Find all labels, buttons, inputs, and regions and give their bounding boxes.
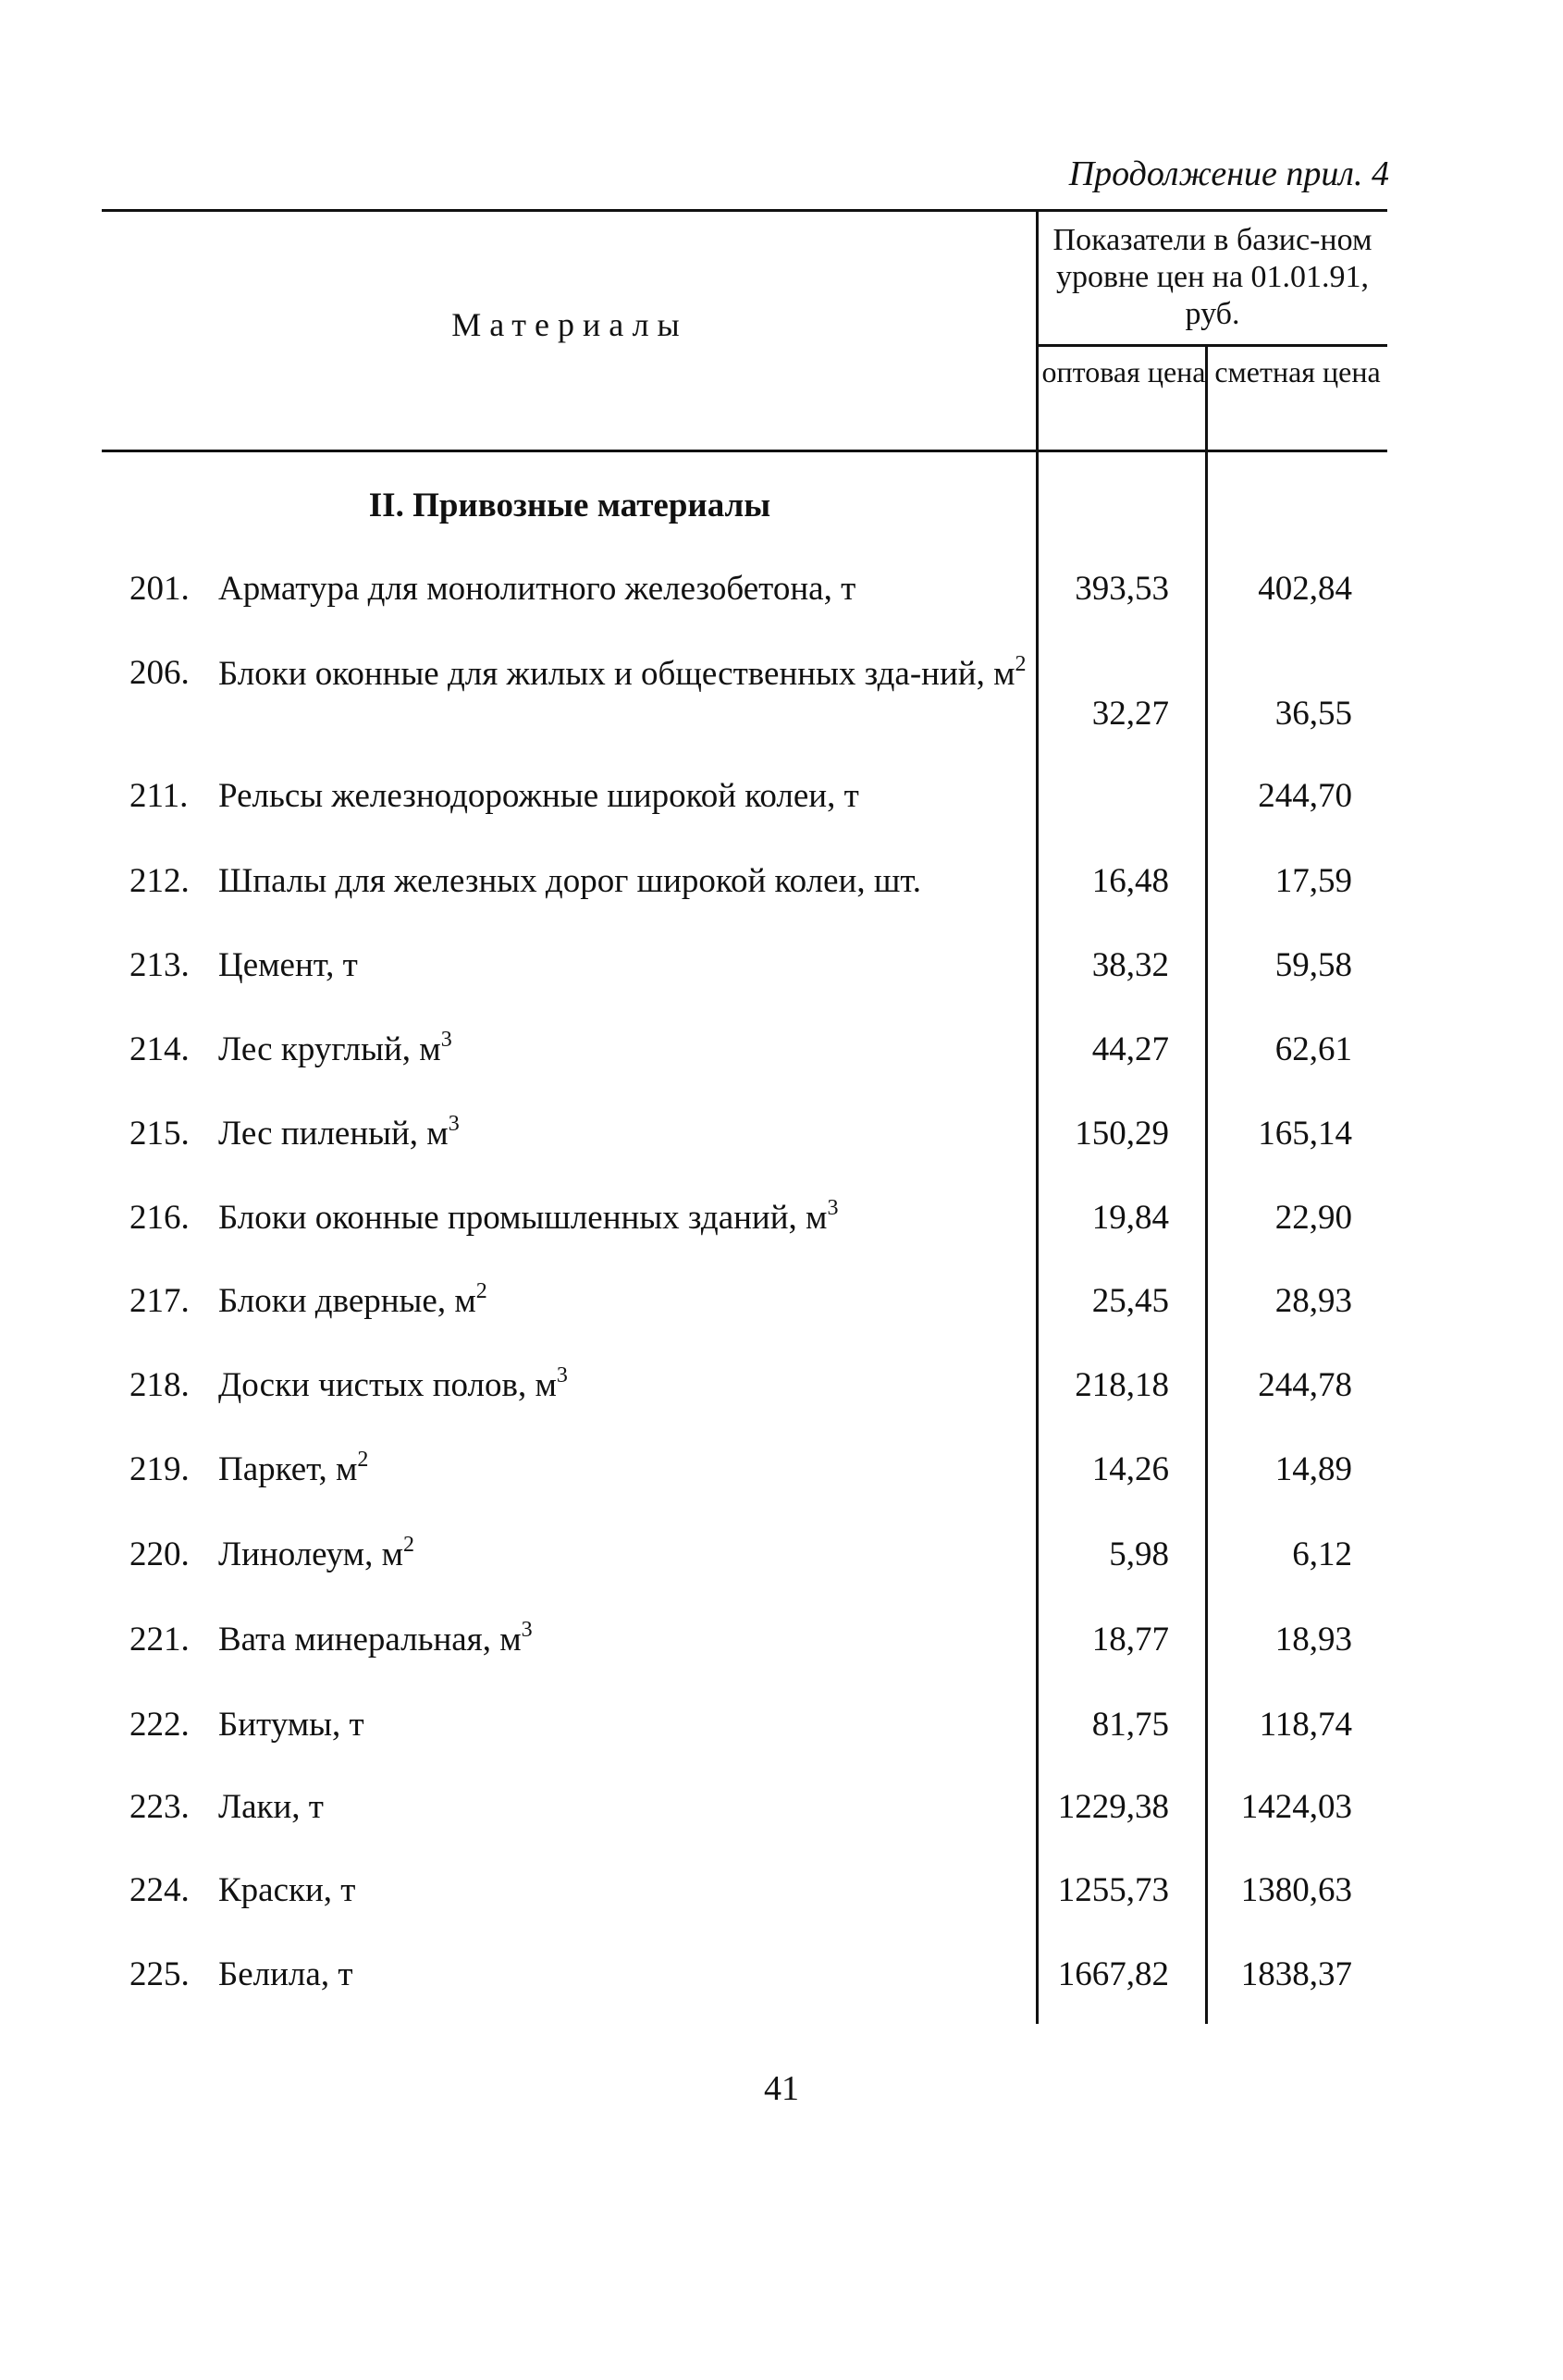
row-material: Цемент, т [218, 946, 358, 984]
row-material: Рельсы железнодорожные широкой колеи, т [218, 777, 859, 815]
row-material: Паркет, $м^2$ [218, 1447, 369, 1488]
row-material: Лаки, т [218, 1788, 324, 1826]
row-estimate-price: 14,89 [1274, 1450, 1352, 1488]
header-bottom-rule [102, 450, 1387, 452]
row-number: 220. [129, 1535, 190, 1573]
row-wholesale-price: 25,45 [1091, 1282, 1169, 1320]
row-number: 201. [129, 570, 190, 608]
row-estimate-price: 1380,63 [1240, 1871, 1352, 1909]
row-estimate-price: 28,93 [1274, 1282, 1352, 1320]
row-wholesale-price: 81,75 [1091, 1706, 1169, 1744]
row-number: 212. [129, 862, 190, 900]
row-wholesale-price: 18,77 [1091, 1621, 1169, 1659]
row-number: 214. [129, 1030, 190, 1068]
row-number: 219. [129, 1450, 190, 1488]
row-estimate-price: 165,14 [1258, 1115, 1352, 1153]
column-divider-1 [1036, 209, 1039, 2024]
row-estimate-price: 17,59 [1274, 862, 1352, 900]
row-wholesale-price: 32,27 [1091, 695, 1169, 733]
row-number: 215. [129, 1115, 190, 1153]
row-number: 224. [129, 1871, 190, 1909]
row-material: Линолеум, $м^2$ [218, 1532, 415, 1573]
row-material: Битумы, т [218, 1706, 364, 1744]
row-number: 218. [129, 1366, 190, 1404]
row-estimate-price: 402,84 [1258, 570, 1352, 608]
row-number: 225. [129, 1955, 190, 1993]
row-wholesale-price: 14,26 [1091, 1450, 1169, 1488]
row-wholesale-price: 1667,82 [1057, 1955, 1169, 1993]
row-estimate-price: 244,78 [1258, 1366, 1352, 1404]
row-material: Блоки оконные для жилых и общественных зда-ний, $м^2$ [218, 651, 1027, 693]
row-material: Лес пиленый, $м^3$ [218, 1111, 460, 1153]
row-estimate-price: 118,74 [1259, 1706, 1352, 1744]
row-number: 222. [129, 1706, 190, 1744]
row-estimate-price: 244,70 [1258, 777, 1352, 815]
row-material: Лес круглый, $м^3$ [218, 1027, 452, 1068]
header-wholesale-price: оптовая цена [1041, 355, 1206, 388]
row-estimate-price: 6,12 [1292, 1535, 1352, 1573]
page-number: 41 [764, 2069, 799, 2108]
row-wholesale-price: 19,84 [1091, 1199, 1169, 1237]
row-wholesale-price: 1229,38 [1057, 1788, 1169, 1826]
row-wholesale-price: 393,53 [1075, 570, 1169, 608]
row-material: Вата минеральная, $м^3$ [218, 1617, 533, 1659]
row-estimate-price: 36,55 [1274, 695, 1352, 733]
row-wholesale-price: 16,48 [1091, 862, 1169, 900]
row-number: 213. [129, 946, 190, 984]
row-material: Блоки дверные, $м^2$ [218, 1278, 487, 1320]
section-title: II. Привозные материалы [368, 487, 771, 524]
row-number: 223. [129, 1788, 190, 1826]
column-divider-2 [1205, 346, 1208, 2024]
row-estimate-price: 22,90 [1274, 1199, 1352, 1237]
row-material: Блоки оконные промышленных зданий, $м^3$ [218, 1195, 839, 1237]
row-estimate-price: 18,93 [1274, 1621, 1352, 1659]
row-estimate-price: 1424,03 [1240, 1788, 1352, 1826]
row-number: 217. [129, 1282, 190, 1320]
continuation-label: Продолжение прил. 4 [1068, 154, 1389, 193]
row-wholesale-price: 5,98 [1109, 1535, 1169, 1573]
row-wholesale-price: 1255,73 [1057, 1871, 1169, 1909]
row-wholesale-price: 150,29 [1075, 1115, 1169, 1153]
row-material: Доски чистых полов, $м^3$ [218, 1363, 568, 1404]
row-wholesale-price: 38,32 [1091, 946, 1169, 984]
row-material: Краски, т [218, 1871, 356, 1909]
header-indicators: Показатели в базис-ном уровне цен на 01.01.91, руб. [1052, 223, 1372, 331]
row-material: Арматура для монолитного железобетона, т [218, 570, 856, 608]
row-estimate-price: 62,61 [1274, 1030, 1352, 1068]
row-material: Белила, т [218, 1955, 353, 1993]
row-number: 211. [129, 777, 189, 815]
row-material: Шпалы для железных дорог широкой колеи, шт. [218, 862, 921, 900]
row-wholesale-price: 44,27 [1091, 1030, 1169, 1068]
header-materials: Материалы [451, 306, 688, 343]
row-number: 206. [129, 654, 190, 692]
row-estimate-price: 59,58 [1274, 946, 1352, 984]
header-estimate-price: сметная цена [1214, 355, 1381, 388]
row-number: 221. [129, 1621, 190, 1659]
row-wholesale-price: 218,18 [1075, 1366, 1169, 1404]
table-top-rule [102, 209, 1387, 212]
row-number: 216. [129, 1199, 190, 1237]
header-indicator-rule [1038, 344, 1387, 347]
row-estimate-price: 1838,37 [1240, 1955, 1352, 1993]
